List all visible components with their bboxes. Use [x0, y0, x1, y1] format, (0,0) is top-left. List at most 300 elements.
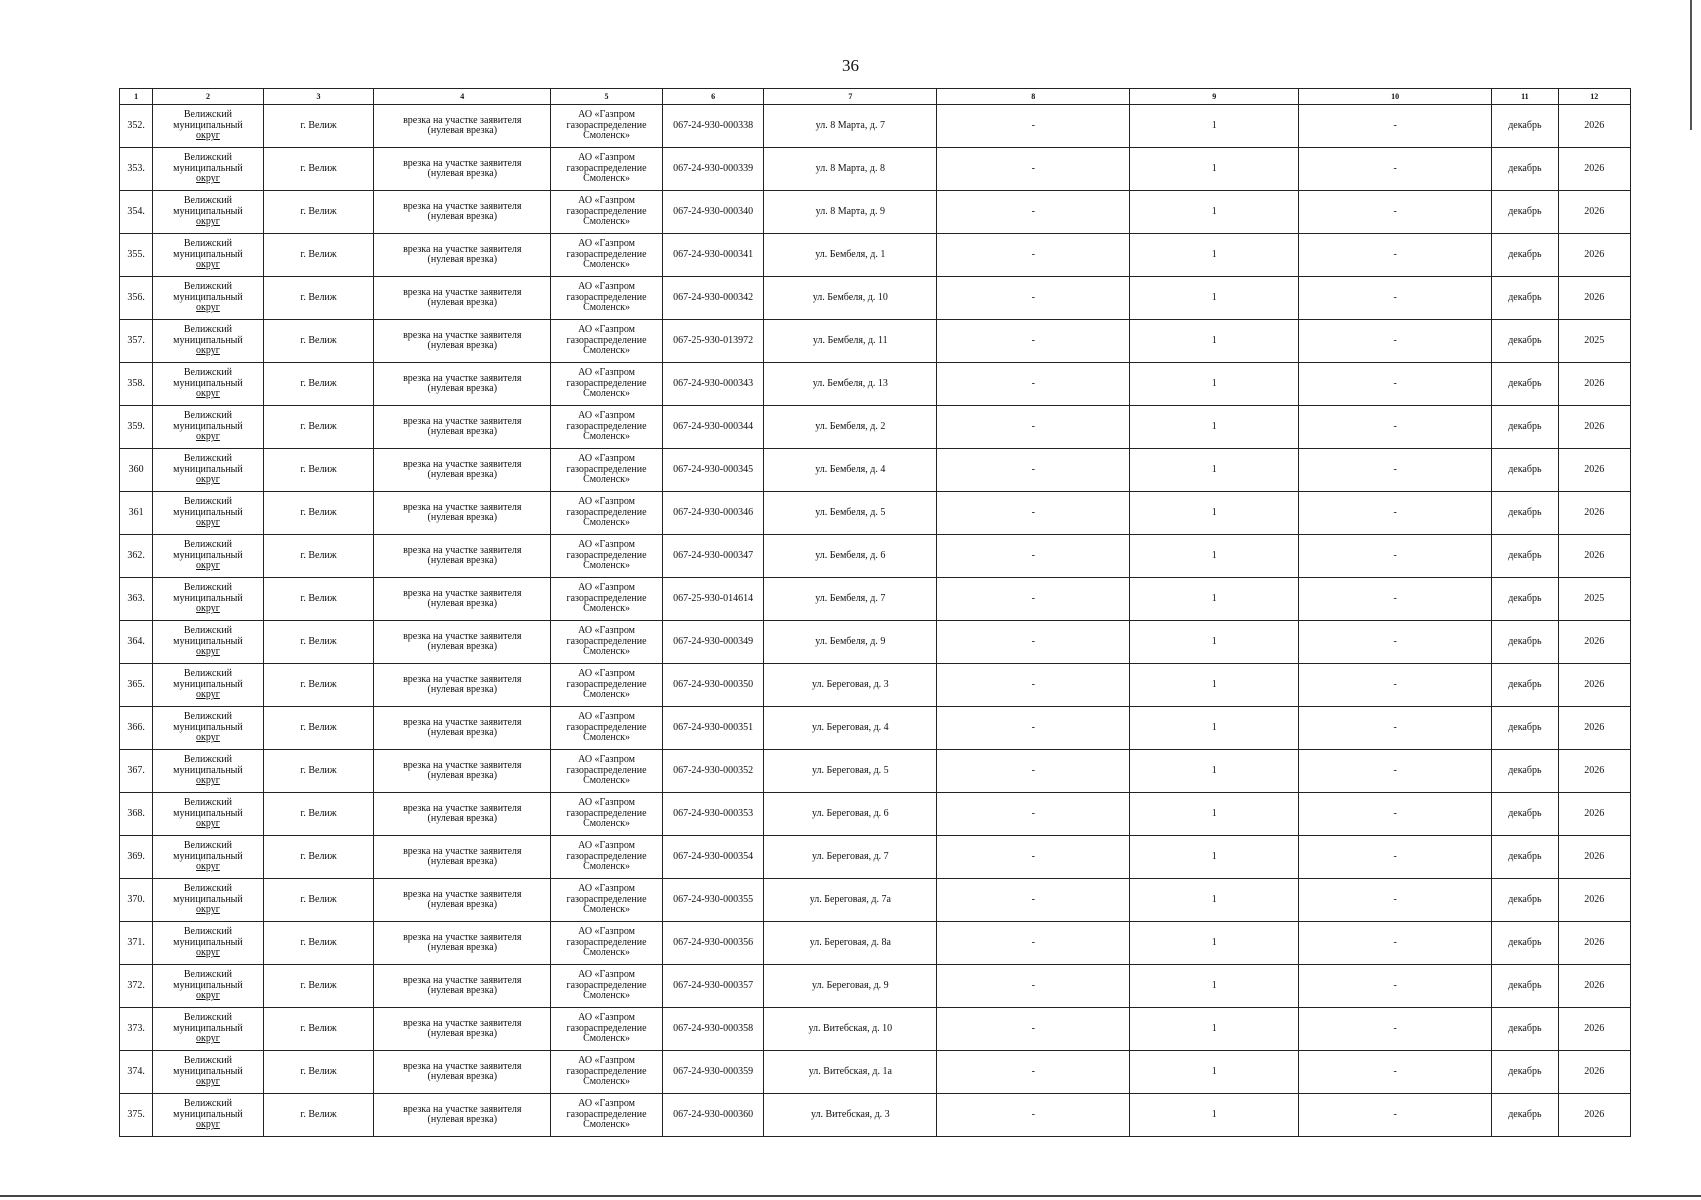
table-row — [120, 191, 1631, 234]
table-row — [120, 707, 1631, 750]
cell-line: врезка на участке заявителя — [403, 1017, 522, 1029]
month-cell: декабрь — [1492, 879, 1558, 922]
col9-cell: 1 — [1130, 148, 1299, 191]
municipality-cell — [153, 879, 264, 922]
address-cell: ул. Береговая, д. 5 — [764, 750, 937, 793]
cell-line: Смоленск» — [583, 388, 631, 400]
row-number: 356. — [120, 277, 153, 320]
cell-line: АО «Газпром — [578, 625, 635, 637]
work-type-cell — [374, 492, 551, 535]
cell-line: врезка на участке заявителя — [403, 200, 522, 212]
municipality-cell — [153, 836, 264, 879]
cell-line: (нулевая врезка) — [427, 770, 498, 781]
cell-line: врезка на участке заявителя — [403, 1060, 522, 1072]
city-cell: г. Велиж — [263, 664, 374, 707]
column-header: 11 — [1492, 89, 1558, 105]
cell-line: врезка на участке заявителя — [403, 544, 522, 556]
col8-cell: - — [937, 1008, 1130, 1051]
cell-line: (нулевая врезка) — [427, 985, 498, 996]
cell-line: АО «Газпром — [578, 797, 635, 809]
cell-line: врезка на участке заявителя — [403, 630, 522, 642]
organization-cell — [551, 922, 663, 965]
organization-cell — [551, 1094, 663, 1137]
work-type-cell — [374, 406, 551, 449]
col8-cell: - — [937, 750, 1130, 793]
cell-line: округ — [196, 603, 220, 615]
cell-line: АО «Газпром — [578, 281, 635, 293]
address-cell: ул. Витебская, д. 1а — [764, 1051, 937, 1094]
month-cell: декабрь — [1492, 922, 1558, 965]
city-cell: г. Велиж — [263, 965, 374, 1008]
cell-line: АО «Газпром — [578, 711, 635, 723]
application-id-cell: 067-24-930-000346 — [662, 492, 764, 535]
cell-line: врезка на участке заявителя — [403, 974, 522, 986]
col10-cell: - — [1299, 320, 1492, 363]
cell-line: муниципальный — [173, 979, 243, 991]
col10-cell: - — [1299, 664, 1492, 707]
col9-cell: 1 — [1130, 320, 1299, 363]
col9-cell: 1 — [1130, 1008, 1299, 1051]
cell-line: (нулевая врезка) — [427, 1114, 498, 1125]
cell-line: АО «Газпром — [578, 1098, 635, 1110]
year-cell: 2026 — [1558, 707, 1630, 750]
city-cell: г. Велиж — [263, 492, 374, 535]
organization-cell — [551, 707, 663, 750]
cell-line: АО «Газпром — [578, 539, 635, 551]
address-cell: ул. Бембеля, д. 5 — [764, 492, 937, 535]
work-type-cell — [374, 965, 551, 1008]
address-cell: ул. Береговая, д. 6 — [764, 793, 937, 836]
cell-line: газораспределение — [566, 334, 647, 346]
row-number: 371. — [120, 922, 153, 965]
work-type-cell — [374, 535, 551, 578]
col10-cell: - — [1299, 578, 1492, 621]
cell-line: врезка на участке заявителя — [403, 845, 522, 857]
row-number: 359. — [120, 406, 153, 449]
cell-line: Смоленск» — [583, 646, 631, 658]
month-cell: декабрь — [1492, 578, 1558, 621]
row-number: 363. — [120, 578, 153, 621]
cell-line: Велижский — [183, 109, 233, 121]
cell-line: газораспределение — [566, 807, 647, 819]
cell-line: муниципальный — [173, 678, 243, 690]
cell-line: округ — [196, 990, 220, 1002]
col9-cell: 1 — [1130, 105, 1299, 148]
application-id-cell: 067-24-930-000345 — [662, 449, 764, 492]
cell-line: Смоленск» — [583, 517, 631, 529]
row-number: 368. — [120, 793, 153, 836]
col10-cell: - — [1299, 707, 1492, 750]
cell-line: Смоленск» — [583, 990, 631, 1002]
address-cell: ул. Береговая, д. 4 — [764, 707, 937, 750]
cell-line: газораспределение — [566, 1065, 647, 1077]
year-cell: 2026 — [1558, 191, 1630, 234]
row-number: 352. — [120, 105, 153, 148]
col8-cell: - — [937, 1051, 1130, 1094]
month-cell: декабрь — [1492, 406, 1558, 449]
column-header: 4 — [374, 89, 551, 105]
address-cell: ул. Бембеля, д. 13 — [764, 363, 937, 406]
municipality-cell — [153, 449, 264, 492]
column-header: 10 — [1299, 89, 1492, 105]
cell-line: Велижский — [183, 1012, 233, 1024]
cell-line: АО «Газпром — [578, 324, 635, 336]
cell-line: муниципальный — [173, 420, 243, 432]
organization-cell — [551, 1051, 663, 1094]
cell-line: муниципальный — [173, 807, 243, 819]
work-type-cell — [374, 836, 551, 879]
cell-line: (нулевая врезка) — [427, 254, 498, 265]
application-id-cell: 067-24-930-000343 — [662, 363, 764, 406]
city-cell: г. Велиж — [263, 406, 374, 449]
cell-line: округ — [196, 904, 220, 916]
cell-line: газораспределение — [566, 764, 647, 776]
cell-line: муниципальный — [173, 1065, 243, 1077]
cell-line: газораспределение — [566, 850, 647, 862]
cell-line: АО «Газпром — [578, 238, 635, 250]
table-row — [120, 363, 1631, 406]
cell-line: Велижский — [183, 281, 233, 293]
cell-line: Велижский — [183, 496, 233, 508]
year-cell: 2025 — [1558, 578, 1630, 621]
cell-line: газораспределение — [566, 1022, 647, 1034]
month-cell: декабрь — [1492, 535, 1558, 578]
cell-line: Смоленск» — [583, 474, 631, 486]
cell-line: газораспределение — [566, 592, 647, 604]
cell-line: Смоленск» — [583, 173, 631, 185]
organization-cell — [551, 1008, 663, 1051]
col9-cell: 1 — [1130, 449, 1299, 492]
city-cell: г. Велиж — [263, 1008, 374, 1051]
application-id-cell: 067-25-930-013972 — [662, 320, 764, 363]
cell-line: газораспределение — [566, 506, 647, 518]
municipality-cell — [153, 707, 264, 750]
year-cell: 2025 — [1558, 320, 1630, 363]
work-type-cell — [374, 750, 551, 793]
col9-cell: 1 — [1130, 879, 1299, 922]
municipality-cell — [153, 406, 264, 449]
cell-line: газораспределение — [566, 678, 647, 690]
organization-cell — [551, 664, 663, 707]
col9-cell: 1 — [1130, 836, 1299, 879]
cell-line: Смоленск» — [583, 302, 631, 314]
col10-cell: - — [1299, 406, 1492, 449]
address-cell: ул. Бембеля, д. 1 — [764, 234, 937, 277]
cell-line: Велижский — [183, 969, 233, 981]
cell-line: муниципальный — [173, 463, 243, 475]
month-cell: декабрь — [1492, 621, 1558, 664]
organization-cell — [551, 277, 663, 320]
col9-cell: 1 — [1130, 793, 1299, 836]
cell-line: (нулевая врезка) — [427, 383, 498, 394]
work-type-cell — [374, 1094, 551, 1137]
cell-line: Смоленск» — [583, 216, 631, 228]
application-id-cell: 067-24-930-000358 — [662, 1008, 764, 1051]
work-type-cell — [374, 1051, 551, 1094]
cell-line: (нулевая врезка) — [427, 641, 498, 652]
cell-line: Смоленск» — [583, 818, 631, 830]
table-row — [120, 148, 1631, 191]
cell-line: Смоленск» — [583, 560, 631, 572]
table-row — [120, 664, 1631, 707]
cell-line: врезка на участке заявителя — [403, 157, 522, 169]
column-header: 8 — [937, 89, 1130, 105]
cell-line: (нулевая врезка) — [427, 211, 498, 222]
work-type-cell — [374, 363, 551, 406]
col8-cell: - — [937, 793, 1130, 836]
work-type-cell — [374, 879, 551, 922]
cell-line: муниципальный — [173, 119, 243, 131]
organization-cell — [551, 965, 663, 1008]
city-cell: г. Велиж — [263, 234, 374, 277]
col8-cell: - — [937, 707, 1130, 750]
cell-line: (нулевая врезка) — [427, 512, 498, 523]
row-number: 361 — [120, 492, 153, 535]
address-cell: ул. Бембеля, д. 10 — [764, 277, 937, 320]
work-type-cell — [374, 578, 551, 621]
cell-line: газораспределение — [566, 936, 647, 948]
gasification-registry-table — [119, 88, 1631, 1137]
municipality-cell — [153, 750, 264, 793]
col10-cell: - — [1299, 1094, 1492, 1137]
cell-line: газораспределение — [566, 979, 647, 991]
cell-line: (нулевая врезка) — [427, 813, 498, 824]
cell-line: врезка на участке заявителя — [403, 114, 522, 126]
col9-cell: 1 — [1130, 363, 1299, 406]
organization-cell — [551, 578, 663, 621]
table-row — [120, 406, 1631, 449]
cell-line: врезка на участке заявителя — [403, 329, 522, 341]
cell-line: (нулевая врезка) — [427, 297, 498, 308]
row-number: 360 — [120, 449, 153, 492]
col9-cell: 1 — [1130, 621, 1299, 664]
column-number-row — [120, 89, 1631, 105]
table-row — [120, 1008, 1631, 1051]
col8-cell: - — [937, 148, 1130, 191]
cell-line: врезка на участке заявителя — [403, 587, 522, 599]
cell-line: округ — [196, 130, 220, 142]
row-number: 375. — [120, 1094, 153, 1137]
year-cell: 2026 — [1558, 105, 1630, 148]
cell-line: Смоленск» — [583, 861, 631, 873]
work-type-cell — [374, 1008, 551, 1051]
cell-line: муниципальный — [173, 377, 243, 389]
municipality-cell — [153, 105, 264, 148]
year-cell: 2026 — [1558, 965, 1630, 1008]
col8-cell: - — [937, 320, 1130, 363]
cell-line: (нулевая врезка) — [427, 1028, 498, 1039]
row-number: 373. — [120, 1008, 153, 1051]
month-cell: декабрь — [1492, 750, 1558, 793]
municipality-cell — [153, 664, 264, 707]
application-id-cell: 067-24-930-000354 — [662, 836, 764, 879]
page-number: 36 — [842, 56, 859, 75]
column-header: 2 — [153, 89, 264, 105]
cell-line: (нулевая врезка) — [427, 426, 498, 437]
work-type-cell — [374, 793, 551, 836]
month-cell: декабрь — [1492, 836, 1558, 879]
cell-line: Смоленск» — [583, 345, 631, 357]
city-cell: г. Велиж — [263, 191, 374, 234]
cell-line: муниципальный — [173, 549, 243, 561]
year-cell: 2026 — [1558, 406, 1630, 449]
cell-line: муниципальный — [173, 936, 243, 948]
work-type-cell — [374, 105, 551, 148]
city-cell: г. Велиж — [263, 750, 374, 793]
year-cell: 2026 — [1558, 234, 1630, 277]
cell-line: округ — [196, 216, 220, 228]
col9-cell: 1 — [1130, 750, 1299, 793]
address-cell: ул. Бембеля, д. 7 — [764, 578, 937, 621]
cell-line: Велижский — [183, 883, 233, 895]
bottom-rule — [0, 1195, 1701, 1197]
col8-cell: - — [937, 105, 1130, 148]
cell-line: муниципальный — [173, 1108, 243, 1120]
organization-cell — [551, 836, 663, 879]
col10-cell: - — [1299, 750, 1492, 793]
cell-line: округ — [196, 1076, 220, 1088]
cell-line: врезка на участке заявителя — [403, 931, 522, 943]
cell-line: муниципальный — [173, 893, 243, 905]
cell-line: Велижский — [183, 1055, 233, 1067]
cell-line: АО «Газпром — [578, 367, 635, 379]
col10-cell: - — [1299, 922, 1492, 965]
address-cell: ул. Витебская, д. 10 — [764, 1008, 937, 1051]
table-row — [120, 320, 1631, 363]
cell-line: (нулевая врезка) — [427, 856, 498, 867]
city-cell: г. Велиж — [263, 320, 374, 363]
application-id-cell: 067-24-930-000353 — [662, 793, 764, 836]
cell-line: Велижский — [183, 238, 233, 250]
year-cell: 2026 — [1558, 879, 1630, 922]
cell-line: АО «Газпром — [578, 109, 635, 121]
cell-line: (нулевая врезка) — [427, 899, 498, 910]
row-number: 353. — [120, 148, 153, 191]
cell-line: округ — [196, 1119, 220, 1131]
col10-cell: - — [1299, 191, 1492, 234]
city-cell: г. Велиж — [263, 277, 374, 320]
municipality-cell — [153, 277, 264, 320]
row-number: 362. — [120, 535, 153, 578]
table-row — [120, 492, 1631, 535]
municipality-cell — [153, 234, 264, 277]
col9-cell: 1 — [1130, 965, 1299, 1008]
application-id-cell: 067-25-930-014614 — [662, 578, 764, 621]
col8-cell: - — [937, 191, 1130, 234]
organization-cell — [551, 148, 663, 191]
cell-line: Велижский — [183, 754, 233, 766]
application-id-cell: 067-24-930-000350 — [662, 664, 764, 707]
column-header: 7 — [764, 89, 937, 105]
cell-line: округ — [196, 1033, 220, 1045]
cell-line: Велижский — [183, 453, 233, 465]
year-cell: 2026 — [1558, 621, 1630, 664]
cell-line: (нулевая врезка) — [427, 125, 498, 136]
city-cell: г. Велиж — [263, 836, 374, 879]
address-cell: ул. Бембеля, д. 4 — [764, 449, 937, 492]
municipality-cell — [153, 1008, 264, 1051]
cell-line: Смоленск» — [583, 689, 631, 701]
cell-line: газораспределение — [566, 635, 647, 647]
year-cell: 2026 — [1558, 793, 1630, 836]
cell-line: Велижский — [183, 711, 233, 723]
col10-cell: - — [1299, 1008, 1492, 1051]
work-type-cell — [374, 191, 551, 234]
address-cell: ул. Витебская, д. 3 — [764, 1094, 937, 1137]
col8-cell: - — [937, 836, 1130, 879]
table-body — [120, 105, 1631, 1137]
col8-cell: - — [937, 406, 1130, 449]
cell-line: округ — [196, 302, 220, 314]
application-id-cell: 067-24-930-000349 — [662, 621, 764, 664]
month-cell: декабрь — [1492, 707, 1558, 750]
city-cell: г. Велиж — [263, 148, 374, 191]
application-id-cell: 067-24-930-000341 — [662, 234, 764, 277]
col10-cell: - — [1299, 492, 1492, 535]
month-cell: декабрь — [1492, 277, 1558, 320]
month-cell: декабрь — [1492, 1008, 1558, 1051]
cell-line: муниципальный — [173, 334, 243, 346]
municipality-cell — [153, 1094, 264, 1137]
cell-line: газораспределение — [566, 463, 647, 475]
cell-line: газораспределение — [566, 162, 647, 174]
city-cell: г. Велиж — [263, 105, 374, 148]
cell-line: округ — [196, 474, 220, 486]
month-cell: декабрь — [1492, 148, 1558, 191]
cell-line: врезка на участке заявителя — [403, 243, 522, 255]
work-type-cell — [374, 320, 551, 363]
cell-line: Смоленск» — [583, 775, 631, 787]
month-cell: декабрь — [1492, 191, 1558, 234]
cell-line: (нулевая врезка) — [427, 684, 498, 695]
year-cell: 2026 — [1558, 1008, 1630, 1051]
col9-cell: 1 — [1130, 922, 1299, 965]
cell-line: округ — [196, 947, 220, 959]
cell-line: АО «Газпром — [578, 152, 635, 164]
month-cell: декабрь — [1492, 793, 1558, 836]
column-header: 1 — [120, 89, 153, 105]
cell-line: Смоленск» — [583, 732, 631, 744]
application-id-cell: 067-24-930-000342 — [662, 277, 764, 320]
month-cell: декабрь — [1492, 965, 1558, 1008]
cell-line: врезка на участке заявителя — [403, 888, 522, 900]
organization-cell — [551, 750, 663, 793]
col10-cell: - — [1299, 234, 1492, 277]
cell-line: округ — [196, 818, 220, 830]
column-header: 3 — [263, 89, 374, 105]
col10-cell: - — [1299, 535, 1492, 578]
organization-cell — [551, 234, 663, 277]
cell-line: (нулевая врезка) — [427, 469, 498, 480]
col9-cell: 1 — [1130, 535, 1299, 578]
cell-line: (нулевая врезка) — [427, 1071, 498, 1082]
col8-cell: - — [937, 535, 1130, 578]
cell-line: округ — [196, 775, 220, 787]
cell-line: округ — [196, 689, 220, 701]
year-cell: 2026 — [1558, 148, 1630, 191]
col8-cell: - — [937, 1094, 1130, 1137]
cell-line: округ — [196, 345, 220, 357]
cell-line: врезка на участке заявителя — [403, 759, 522, 771]
cell-line: (нулевая врезка) — [427, 555, 498, 566]
month-cell: декабрь — [1492, 320, 1558, 363]
municipality-cell — [153, 191, 264, 234]
table-row — [120, 750, 1631, 793]
application-id-cell: 067-24-930-000357 — [662, 965, 764, 1008]
cell-line: газораспределение — [566, 205, 647, 217]
application-id-cell: 067-24-930-000347 — [662, 535, 764, 578]
year-cell: 2026 — [1558, 836, 1630, 879]
